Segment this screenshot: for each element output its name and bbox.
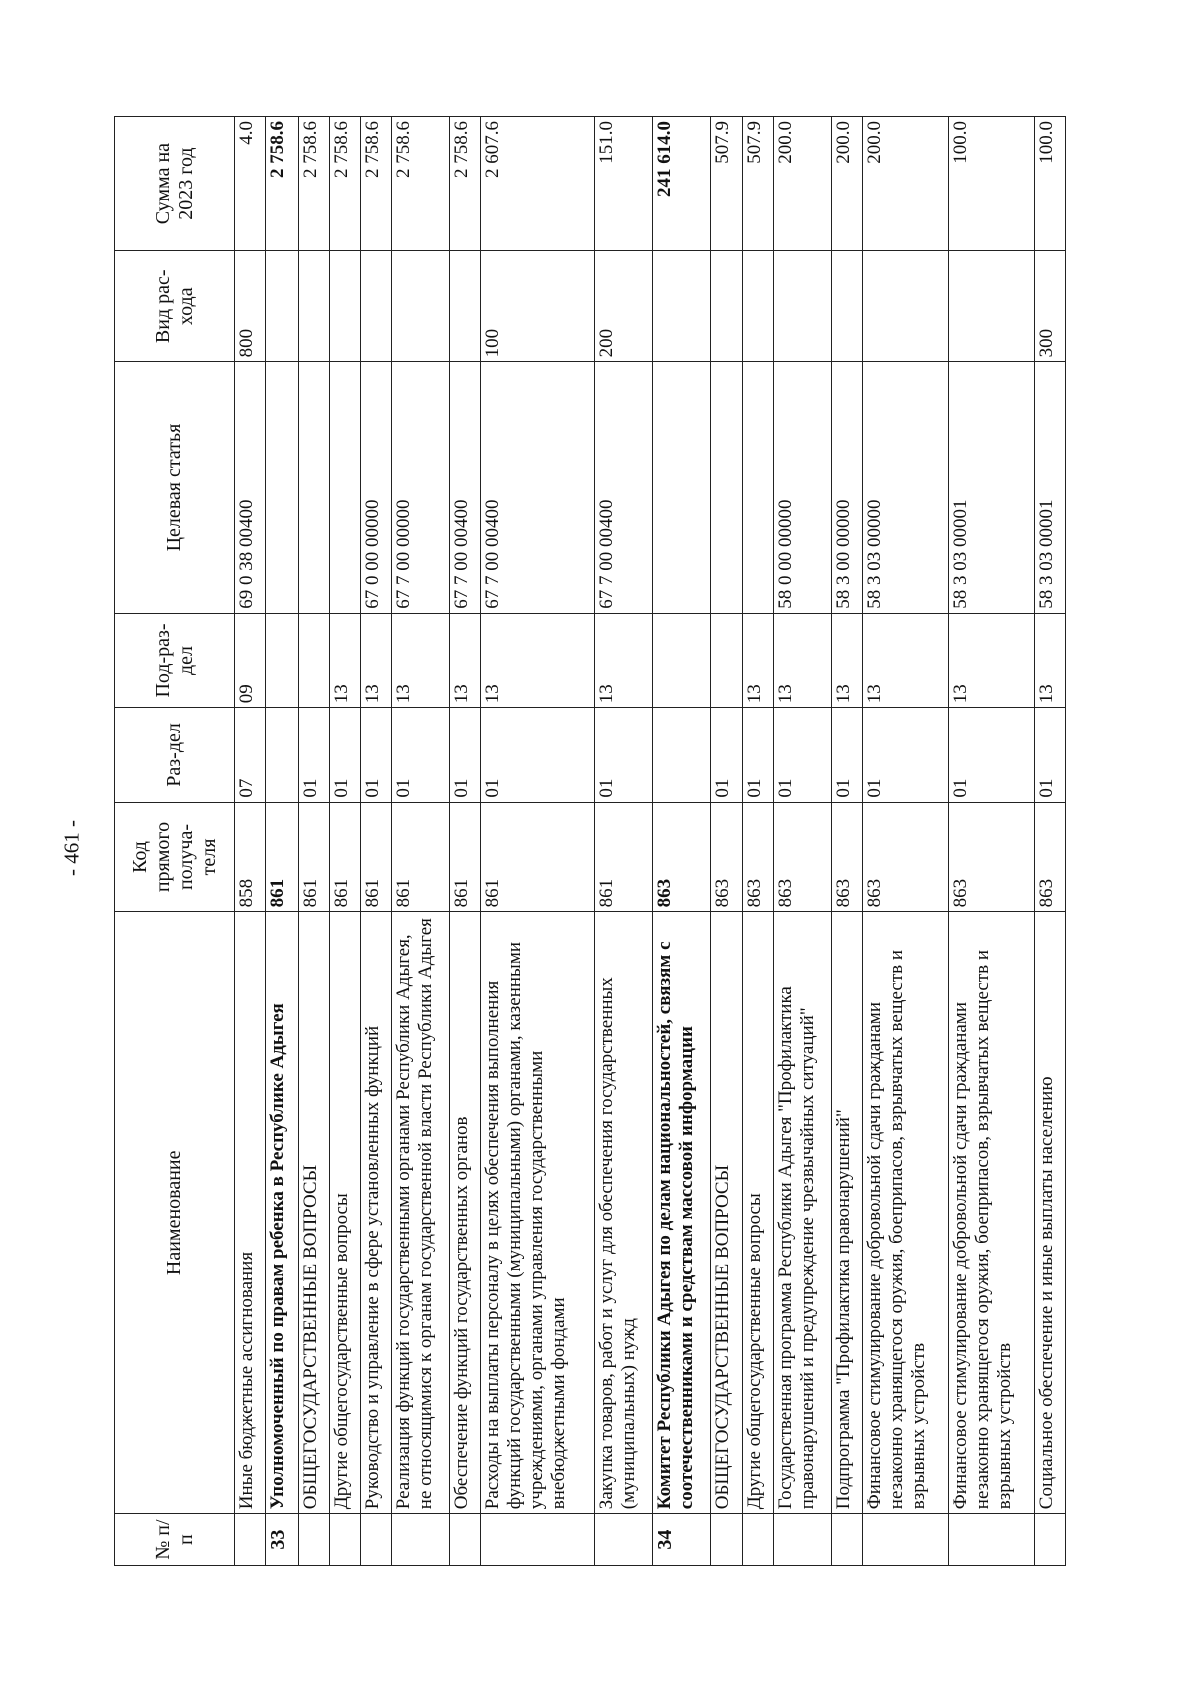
row-name: Другие общегосударственные вопросы [742,912,773,1514]
row-num: 33 [266,1514,299,1566]
row-recipient-code: 861 [266,802,299,912]
row-recipient-code: 858 [235,802,266,912]
row-section: 01 [863,708,949,802]
header-subsection: Под-раз-дел [115,613,235,707]
row-expense-type [652,251,710,362]
row-amount: 2 758.6 [266,117,299,251]
row-subsection: 13 [594,613,652,707]
row-num [742,1514,773,1566]
row-name: Закупка товаров, работ и услуг для обеспечения государственных (муниципальных) нужд [594,912,652,1514]
row-section [652,708,710,802]
row-amount: 200.0 [773,117,831,251]
row-amount: 200.0 [863,117,949,251]
row-num [594,1514,652,1566]
table-body [235,117,1066,1566]
row-recipient-code: 863 [1034,802,1065,912]
row-target-article: 58 0 00 00000 [773,362,831,613]
row-name: Обеспечение функций государственных органов [450,912,481,1514]
row-subsection: 13 [832,613,863,707]
row-amount: 151.0 [594,117,652,251]
row-subsection: 09 [235,613,266,707]
row-section: 01 [742,708,773,802]
table-row [711,117,742,1566]
table-header-row [115,117,235,1566]
row-subsection: 13 [863,613,949,707]
row-target-article: 67 7 00 00400 [450,362,481,613]
row-num [450,1514,481,1566]
row-recipient-code: 863 [652,802,710,912]
header-expense: Вид рас-хода [115,251,235,362]
row-num [391,1514,449,1566]
budget-table [114,116,1066,1566]
row-section: 01 [594,708,652,802]
row-recipient-code: 863 [832,802,863,912]
table-row [360,117,391,1566]
row-target-article: 67 7 00 00400 [594,362,652,613]
row-name: Подпрограмма "Профилактика правонарушений" [832,912,863,1514]
row-recipient-code: 863 [742,802,773,912]
row-num [1034,1514,1065,1566]
row-expense-type [266,251,299,362]
row-expense-type: 200 [594,251,652,362]
row-num [832,1514,863,1566]
row-recipient-code: 861 [391,802,449,912]
row-num [235,1514,266,1566]
row-section: 01 [481,708,594,802]
row-num [360,1514,391,1566]
row-subsection: 13 [948,613,1034,707]
row-target-article: 69 0 38 00400 [235,362,266,613]
row-amount: 100.0 [1034,117,1065,251]
row-section: 01 [450,708,481,802]
row-target-article: 58 3 03 00001 [1034,362,1065,613]
row-section: 01 [298,708,329,802]
row-subsection [652,613,710,707]
row-expense-type: 100 [481,251,594,362]
row-expense-type [832,251,863,362]
row-section: 01 [948,708,1034,802]
row-name: Расходы на выплаты персоналу в целях обеспечения выполнения функций государственными (муниципальными) органами, казенными учреждениями, органами управления государственными внебюджетными фондами [481,912,594,1514]
table-row [863,117,949,1566]
row-section: 01 [1034,708,1065,802]
row-amount: 241 614.0 [652,117,710,251]
row-name: Социальное обеспечение и иные выплаты населению [1034,912,1065,1514]
row-recipient-code: 861 [329,802,360,912]
row-amount: 2 758.6 [391,117,449,251]
row-num [298,1514,329,1566]
row-amount: 2 758.6 [329,117,360,251]
row-section: 01 [360,708,391,802]
row-target-article: 67 0 00 00000 [360,362,391,613]
table-row [832,117,863,1566]
table-row [266,117,299,1566]
row-expense-type [711,251,742,362]
row-num [481,1514,594,1566]
header-target: Целевая статья [115,362,235,613]
table-row [235,117,266,1566]
row-target-article [298,362,329,613]
row-recipient-code: 861 [594,802,652,912]
row-subsection: 13 [773,613,831,707]
row-name: ОБЩЕГОСУДАРСТВЕННЫЕ ВОПРОСЫ [711,912,742,1514]
row-name: Государственная программа Республики Адыгея "Профилактика правонарушений и предупреждение чрезвычайных ситуаций" [773,912,831,1514]
row-num [329,1514,360,1566]
row-amount: 507.9 [711,117,742,251]
row-recipient-code: 863 [773,802,831,912]
row-subsection: 13 [360,613,391,707]
row-num: 34 [652,1514,710,1566]
table-row [450,117,481,1566]
row-num [773,1514,831,1566]
row-subsection [711,613,742,707]
header-section: Раз-дел [115,708,235,802]
row-name: Другие общегосударственные вопросы [329,912,360,1514]
row-subsection [266,613,299,707]
row-target-article: 58 3 00 00000 [832,362,863,613]
row-num [948,1514,1034,1566]
table-row [742,117,773,1566]
row-recipient-code: 863 [711,802,742,912]
row-target-article: 67 7 00 00400 [481,362,594,613]
row-target-article [711,362,742,613]
row-name: Реализация функций государственными органами Республики Адыгея, не относящимися к органам государственной власти Республики Адыгея [391,912,449,1514]
row-expense-type [863,251,949,362]
row-section: 01 [329,708,360,802]
row-subsection: 13 [329,613,360,707]
header-recipient: Код прямого получа-теля [115,802,235,912]
row-amount: 4.0 [235,117,266,251]
row-expense-type [742,251,773,362]
row-num [711,1514,742,1566]
row-expense-type [298,251,329,362]
row-expense-type: 300 [1034,251,1065,362]
row-name: Уполномоченный по правам ребенка в Республике Адыгея [266,912,299,1514]
row-name: ОБЩЕГОСУДАРСТВЕННЫЕ ВОПРОСЫ [298,912,329,1514]
row-expense-type [773,251,831,362]
row-expense-type: 800 [235,251,266,362]
row-expense-type [360,251,391,362]
row-expense-type [948,251,1034,362]
row-amount: 2 758.6 [360,117,391,251]
row-recipient-code: 863 [863,802,949,912]
row-section: 01 [711,708,742,802]
header-name: Наименование [115,912,235,1514]
table-row [948,117,1034,1566]
header-num: № п/п [115,1514,235,1566]
table-row [652,117,710,1566]
row-expense-type [450,251,481,362]
row-expense-type [391,251,449,362]
row-amount: 2 758.6 [298,117,329,251]
table-row [773,117,831,1566]
row-section: 01 [832,708,863,802]
row-target-article [742,362,773,613]
row-subsection: 13 [450,613,481,707]
row-name: Финансовое стимулирование добровольной сдачи гражданами незаконно хранящегося оружия, боеприпасов, взрывчатых веществ и взрывных устройств [948,912,1034,1514]
row-section: 01 [391,708,449,802]
row-target-article [266,362,299,613]
row-section [266,708,299,802]
rotated-table-container [114,116,1066,1566]
table-row [329,117,360,1566]
row-section: 07 [235,708,266,802]
row-amount: 200.0 [832,117,863,251]
row-subsection: 13 [481,613,594,707]
header-amount: Сумма на 2023 год [115,117,235,251]
row-subsection [298,613,329,707]
row-num [863,1514,949,1566]
row-target-article [652,362,710,613]
row-target-article: 58 3 03 00000 [863,362,949,613]
row-recipient-code: 861 [450,802,481,912]
row-name: Иные бюджетные ассигнования [235,912,266,1514]
row-amount: 100.0 [948,117,1034,251]
table-row [481,117,594,1566]
row-amount: 2 758.6 [450,117,481,251]
table-row [594,117,652,1566]
page-number: - 461 - [59,820,84,876]
row-target-article: 67 7 00 00000 [391,362,449,613]
table-row [1034,117,1065,1566]
row-amount: 507.9 [742,117,773,251]
row-name: Финансовое стимулирование добровольной сдачи гражданами незаконно хранящегося оружия, боеприпасов, взрывчатых веществ и взрывных устройств [863,912,949,1514]
row-name: Руководство и управление в сфере установленных функций [360,912,391,1514]
row-subsection: 13 [1034,613,1065,707]
row-recipient-code: 861 [481,802,594,912]
row-section: 01 [773,708,831,802]
row-subsection: 13 [391,613,449,707]
row-recipient-code: 861 [298,802,329,912]
row-expense-type [329,251,360,362]
row-target-article: 58 3 03 00001 [948,362,1034,613]
row-name: Комитет Республики Адыгея по делам национальностей, связям с соотечественниками и средствам массовой информации [652,912,710,1514]
row-amount: 2 607.6 [481,117,594,251]
row-subsection: 13 [742,613,773,707]
row-recipient-code: 863 [948,802,1034,912]
row-recipient-code: 861 [360,802,391,912]
table-row [391,117,449,1566]
table-row [298,117,329,1566]
row-target-article [329,362,360,613]
